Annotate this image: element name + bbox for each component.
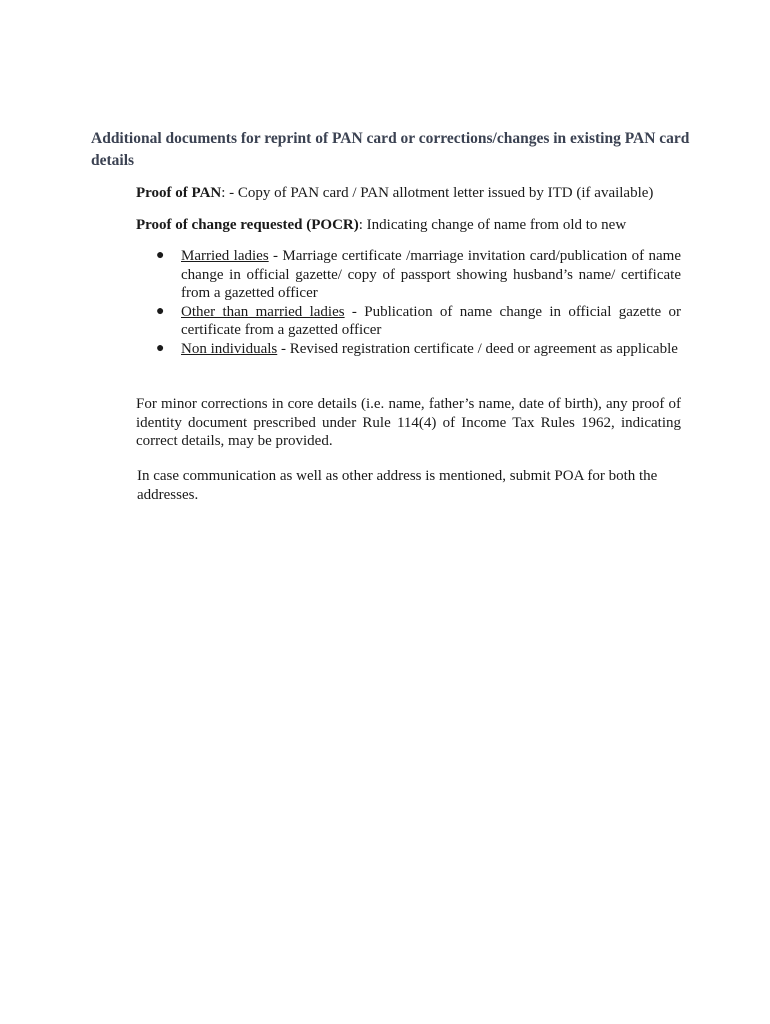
- pocr-label: Proof of change requested (POCR): [136, 217, 359, 233]
- bullet-text: - Publication of name change in official gazette or certificate from a gazetted officer: [181, 303, 681, 338]
- list-item: [136, 247, 681, 303]
- proof-of-pan-line: [136, 184, 681, 203]
- bullet-title: Married ladies: [181, 248, 269, 264]
- bullet-icon: ●: [156, 248, 165, 263]
- bullet-title: Non individuals: [181, 340, 278, 357]
- bullet-icon: ●: [156, 340, 165, 356]
- bullet-title: Other than married ladies: [181, 303, 345, 320]
- bullet-text: - Marriage certificate /marriage invitation card/publication of name change in official gazette/ copy of passport showing husband’s name/ certificate from a gazetted officer: [181, 248, 681, 301]
- list-item: [136, 303, 681, 340]
- proof-of-pan-label: Proof of PAN: [136, 185, 222, 201]
- bullet-text: - Revised registration certificate / deed or agreement as applicable: [277, 340, 678, 357]
- bullet-icon: ●: [156, 303, 165, 319]
- pocr-text: : Indicating change of name from old to new: [358, 217, 627, 233]
- list-item: [136, 340, 681, 359]
- communication-address-paragraph: In case communication as well as other address is mentioned, submit POA for both the addresses.: [137, 468, 658, 503]
- pocr-bullet-list: [136, 247, 681, 358]
- minor-corrections-paragraph: For minor corrections in core details (i.e. name, father’s name, date of birth), any proof of identity document prescribed under Rule 114(4) of Income Tax Rules 1962, indicating correct details, may be provided.: [136, 396, 681, 449]
- section-heading: Additional documents for reprint of PAN card or corrections/changes in existing PAN card details: [91, 130, 690, 169]
- proof-of-pan-text: : - Copy of PAN card / PAN allotment letter issued by ITD (if available): [221, 185, 654, 201]
- pocr-line: [136, 216, 681, 235]
